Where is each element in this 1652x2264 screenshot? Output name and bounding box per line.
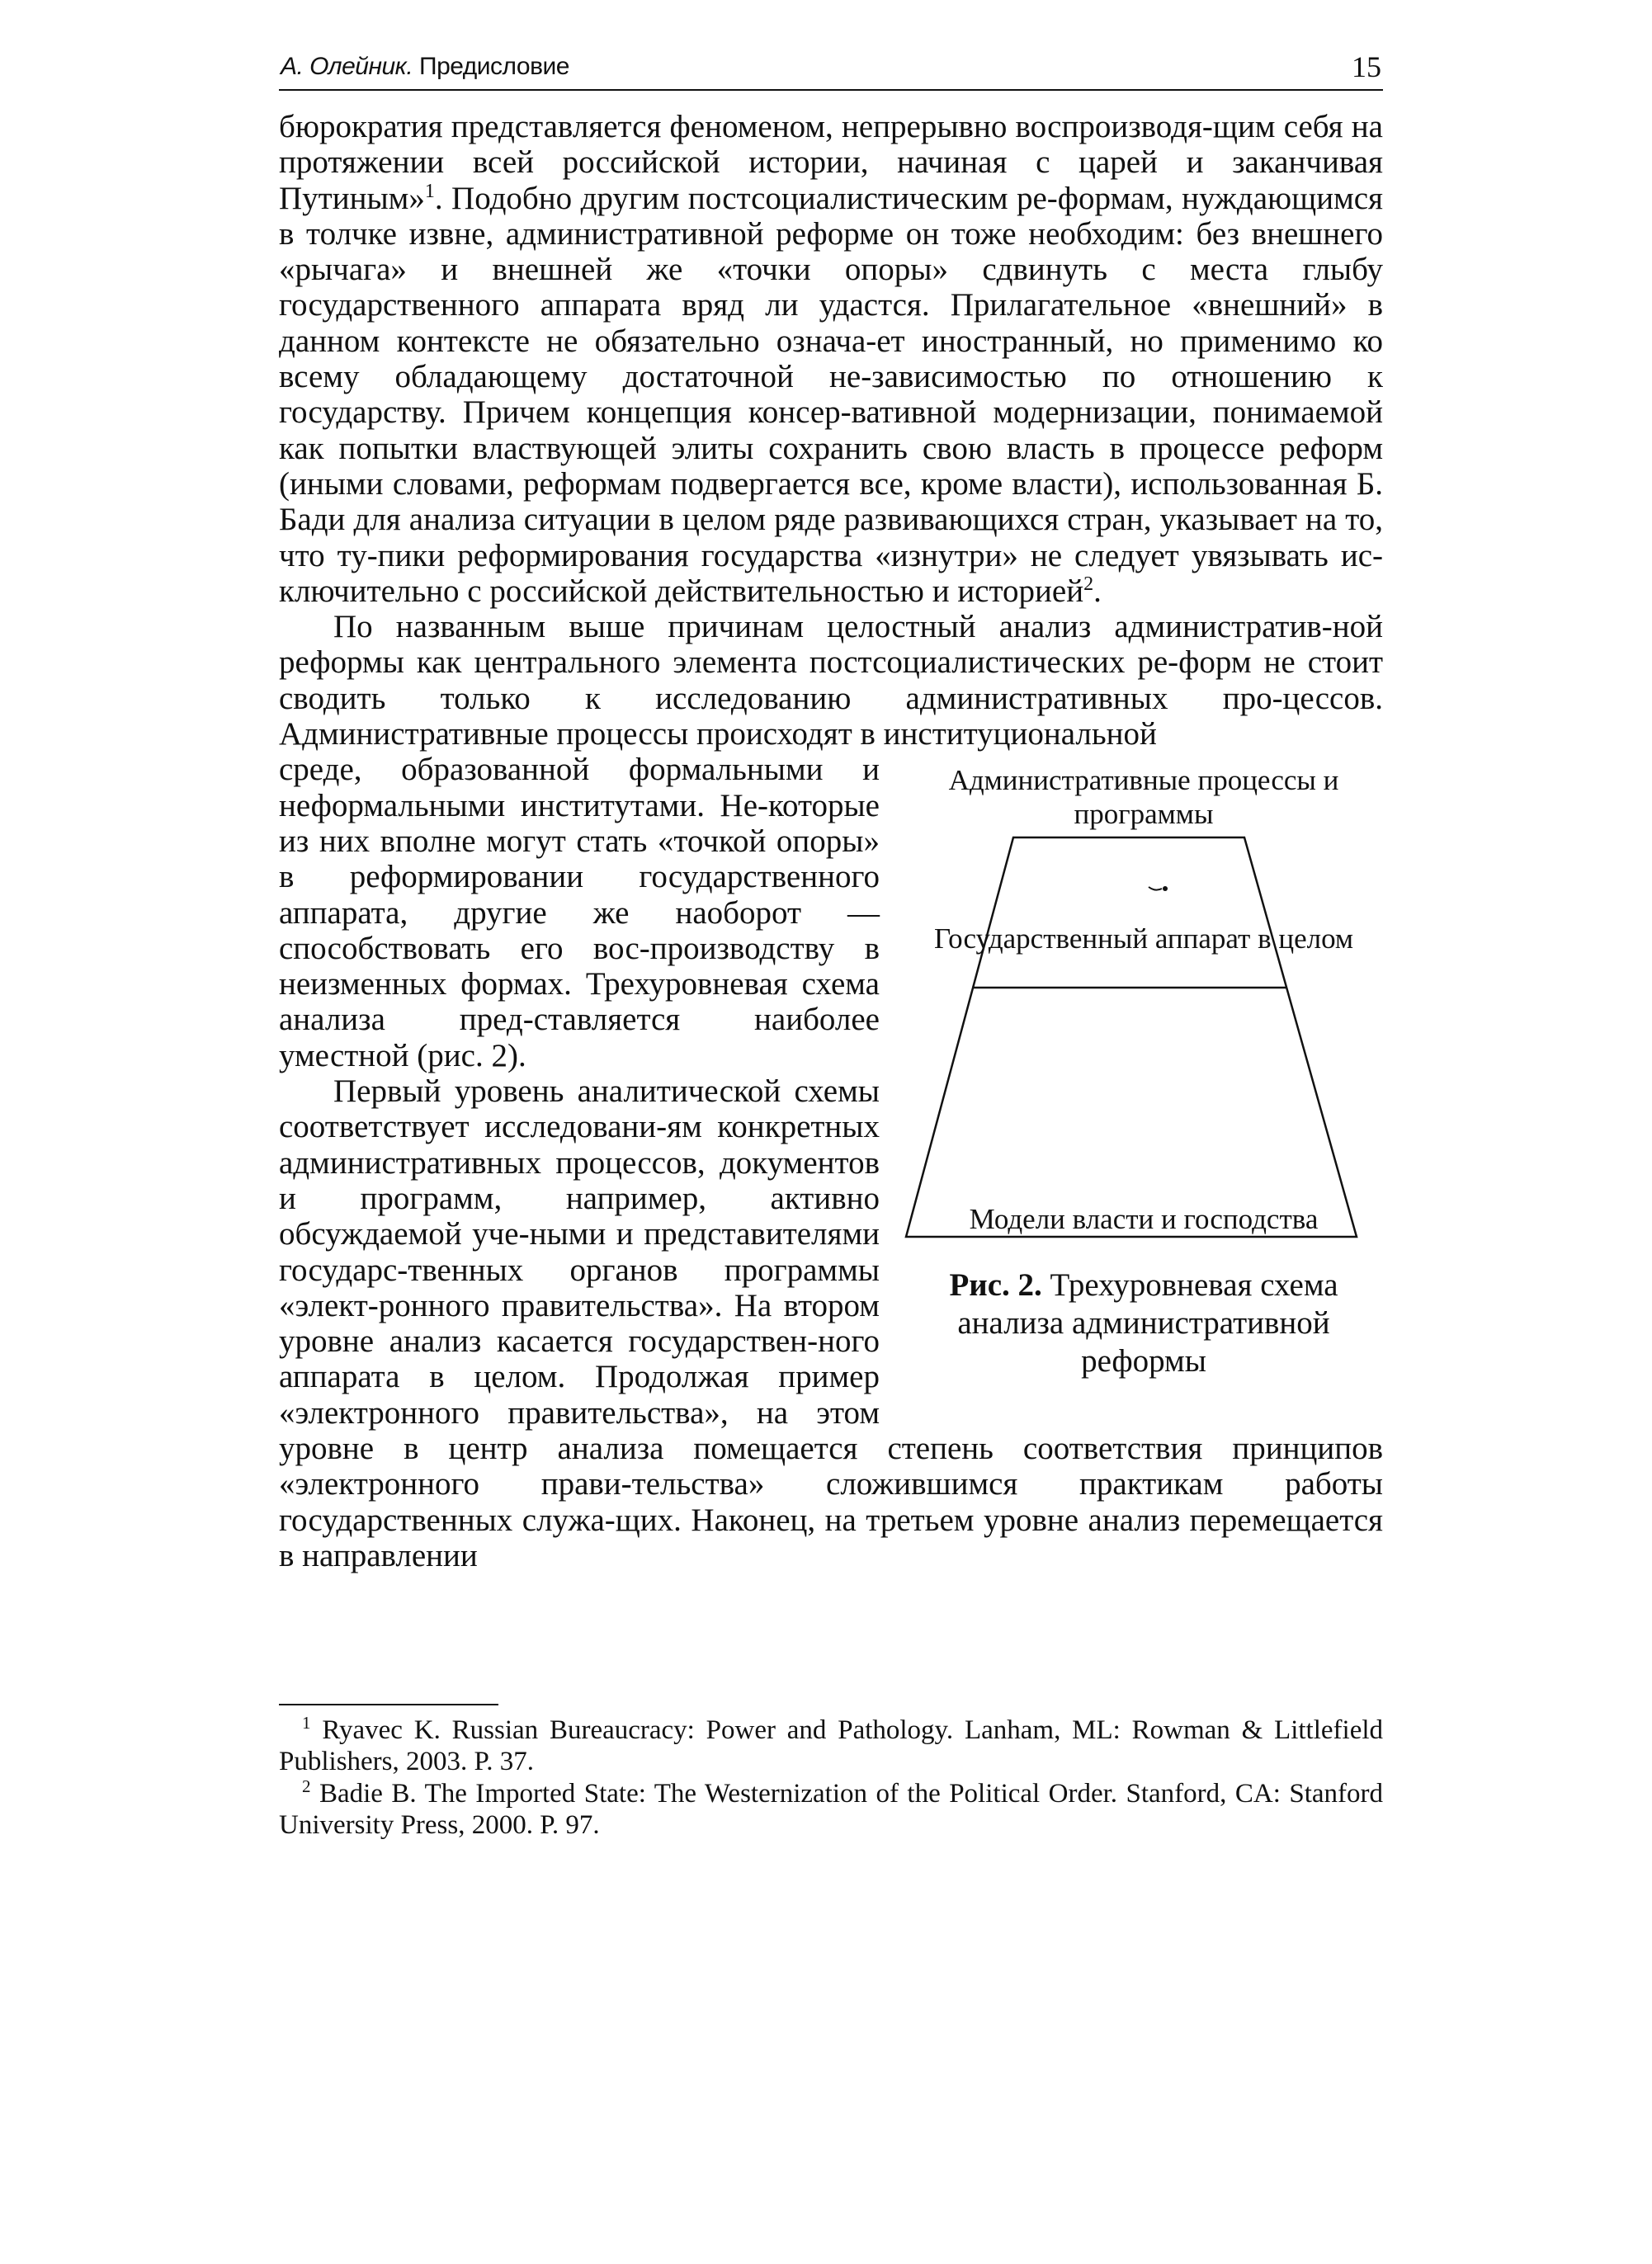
footnote-1-text: Ryavec K. Russian Bureaucracy: Power and Pathology. Lanham, ML: Rowman & Littlefield Publishers, 2003. P. 37. — [279, 1715, 1384, 1776]
figure-caption-label: Рис. 2. — [949, 1267, 1042, 1304]
paragraph-3: среде, образованной формальными и неформальными институтами. Не-которые из них вполне могут стать «точкой опоры» в реформировании государственного аппарата, другие же наоборот — способствовать его вос-производству в неизменных формах. Трехуровневая схема анализа пред-ставляется наиболее уместной (рис. 2). — [279, 752, 880, 1073]
footnotes — [279, 1715, 1383, 1842]
figure-label-top: Административные процессы и программы — [948, 764, 1339, 831]
figure-caption-text: Трехуровневая схема анализа административной реформы — [957, 1267, 1338, 1380]
paragraph-4: Первый уровень аналитической схемы соответствует исследовани-ям конкретных административных процессов, документов и программ, например, активно обсуждаемой уче-ными и представителями государс-твенных органов программы «элект-ронного правительства». На втором уровне анализ касается государствен-ного аппарата в целом. Продолжая пример «электронного правительства», на этом уровне в центр анализа помещается степень соответствия принципов «электронного прави-тельства» сложившимся практикам работы государственных служа-щих. Наконец, на третьем уровне анализ перемещается в направлении — [279, 1073, 1383, 1573]
footnote-2-mark: 2 — [302, 1776, 311, 1796]
footnote-ref-2: 2 — [1083, 573, 1094, 595]
paragraph-1-text-b: . Подобно другим постсоциалистическим ре-формам, нуждающимся в толчке извне, административной реформе он тоже необходим: без внешнего «рычага» и внешней же «точки опоры» сдвинуть с места глыбу государственного аппарата вряд ли удастся. Прилагательное «внешний» в данном контексте не обязательно означа-ет иностранный, но применимо ко всему обладающему достаточной не-зависимостью по отношению к государству. Причем концепция консер-вативной модернизации, понимаемой как попытки властвующей элиты сохранить свою власть в процессе реформ (иными словами, реформам подвергается все, кроме власти), использованная Б. Бади для анализа ситуации в целом ряде развивающихся стран, указывает на то, что ту-пики реформирования государства «изнутри» не следует увязывать ис-ключительно с российской действительностью и историей — [279, 180, 1383, 609]
figure-label-bottom: Модели власти и господства — [969, 1203, 1319, 1236]
body-text — [279, 109, 1383, 1573]
footnote-2 — [279, 1778, 1383, 1841]
book-page — [279, 41, 1383, 2186]
footnote-rule — [279, 1704, 498, 1705]
trapezoid-outline — [906, 837, 1357, 1237]
footnote-1 — [279, 1715, 1383, 1777]
author-name: А. Олейник. — [281, 53, 413, 80]
paragraph-1 — [279, 109, 1383, 609]
stray-mark — [1149, 887, 1162, 890]
figure-caption — [904, 1266, 1383, 1380]
running-head-title — [281, 53, 569, 81]
paragraph-2: По названным выше причинам целостный анализ административ-ной реформы как центрального элемента постсоциалистических ре-форм не стоит сводить только к исследованию административных про-цессов. Административные процессы происходят в институциональной — [279, 609, 1383, 752]
figure-2 — [904, 757, 1383, 1425]
trapezoid-diagram — [904, 757, 1383, 1268]
running-head — [279, 48, 1383, 91]
footnote-2-text: Badie B. The Imported State: The Westernization of the Political Order. Stanford, CA: Stanford University Press, 2000. P. 97. — [279, 1779, 1383, 1840]
footnote-1-mark: 1 — [302, 1713, 311, 1733]
section-name: Предисловие — [419, 53, 569, 80]
footnote-ref-1: 1 — [424, 180, 435, 202]
figure-label-middle: Государственный аппарат в целом — [933, 922, 1354, 955]
stray-dot — [1163, 886, 1168, 891]
paragraph-1-end: . — [1093, 573, 1102, 609]
paragraph-1-text-a: бюрократия представляется феноменом, непрерывно воспроизводя-щим себя на протяжении всей российской истории, начиная с царей и заканчивая Путиным» — [279, 109, 1383, 216]
page-number: 15 — [1352, 50, 1381, 83]
